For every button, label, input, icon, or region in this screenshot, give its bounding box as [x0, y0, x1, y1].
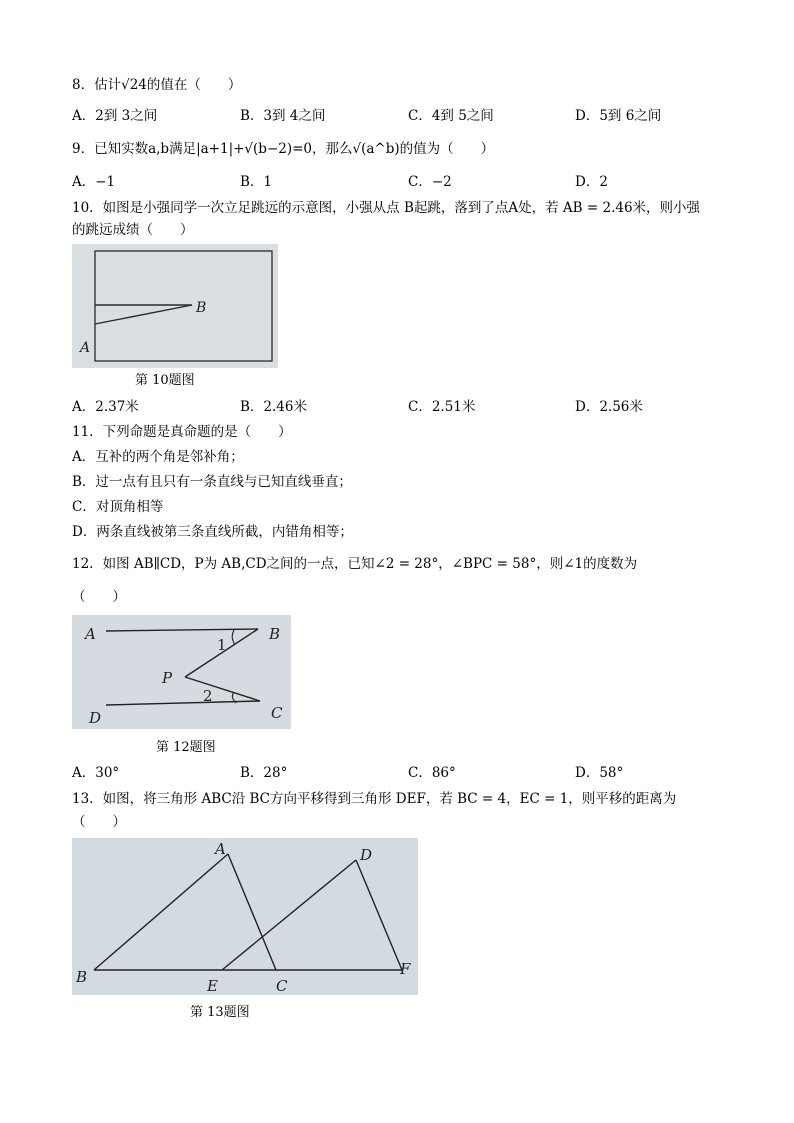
q12-label-p: P [162, 669, 173, 687]
q8-option-a: A．2到 3之间 [72, 108, 158, 124]
q12-option-c: C．86° [408, 765, 456, 781]
q10-stem-line1: 10．如图是小强同学一次立足跳远的示意图，小强从点 B起跳，落到了点A处，若 AB = 2.46米，则小强 [72, 200, 701, 216]
q8-option-c: C．4到 5之间 [408, 108, 494, 124]
q13-label-d: D [360, 846, 373, 864]
q13-figure-svg [72, 838, 418, 995]
q12-figure [72, 615, 291, 729]
q13-stem-line1: 13．如图，将三角形 ABC沿 BC方向平移得到三角形 DEF，若 BC = 4，EC = 1，则平移的距离为 [72, 791, 677, 807]
q10-option-d: D．2.56米 [575, 399, 643, 415]
q12-label-d: D [89, 709, 102, 727]
q13-figure [72, 838, 418, 995]
q11-stem: 11．下列命题是真命题的是（ ） [72, 424, 292, 440]
q12-figure-svg [72, 615, 291, 729]
q10-figure [72, 244, 278, 368]
q13-label-a: A [215, 840, 226, 858]
q10-stem-line2: 的跳远成绩（ ） [72, 222, 194, 238]
q9-option-d: D．2 [575, 174, 608, 190]
q11-choice-a: A．互补的两个角是邻补角； [72, 449, 244, 465]
q13-stem-line2: （ ） [72, 814, 126, 830]
q11-choice-d: D．两条直线被第三条直线所截，内错角相等； [72, 524, 353, 540]
q13-label-f: F [400, 960, 411, 978]
q12-label-c: C [271, 704, 283, 722]
q9-option-a: A．−1 [72, 174, 116, 190]
q10-caption: 第 10题图 [135, 373, 195, 388]
q8-stem: 8．估计√24的值在（ ） [72, 77, 242, 93]
q10-option-a: A．2.37米 [72, 399, 139, 415]
q13-caption: 第 13题图 [190, 1005, 250, 1020]
q12-caption: 第 12题图 [156, 740, 216, 755]
q10-option-c: C．2.51米 [408, 399, 476, 415]
q12-stem-line2: （ ） [72, 589, 126, 605]
q12-option-a: A．30° [72, 765, 120, 781]
q9-stem: 9．已知实数a,b满足|a+1|+√(b−2)=0，那么√(a^b)的值为（ ） [72, 141, 495, 157]
q13-label-b: B [76, 968, 88, 986]
q13-label-e: E [207, 977, 218, 995]
q12-option-d: D．58° [575, 765, 624, 781]
q12-label-a: A [85, 625, 96, 643]
q12-option-b: B．28° [240, 765, 288, 781]
q9-option-c: C．−2 [408, 174, 452, 190]
q12-label-b: B [269, 625, 281, 643]
q10-label-a: A [80, 340, 91, 356]
q10-label-b: B [196, 300, 207, 316]
q12-label-angle1: 1 [217, 636, 227, 654]
q11-choice-c: C．对顶角相等 [72, 499, 164, 515]
q8-option-b: B．3到 4之间 [240, 108, 326, 124]
q9-option-b: B．1 [240, 174, 273, 190]
q13-label-c: C [276, 977, 288, 995]
q8-option-d: D．5到 6之间 [575, 108, 662, 124]
q12-label-angle2: 2 [203, 687, 213, 705]
q11-choice-b: B．过一点有且只有一条直线与已知直线垂直； [72, 474, 352, 490]
q12-stem-line1: 12．如图 AB∥CD，P为 AB,CD之间的一点，已知∠2 = 28°，∠BPC = 58°，则∠1的度数为 [72, 556, 638, 572]
q10-figure-svg [72, 244, 278, 368]
q10-option-b: B．2.46米 [240, 399, 307, 415]
